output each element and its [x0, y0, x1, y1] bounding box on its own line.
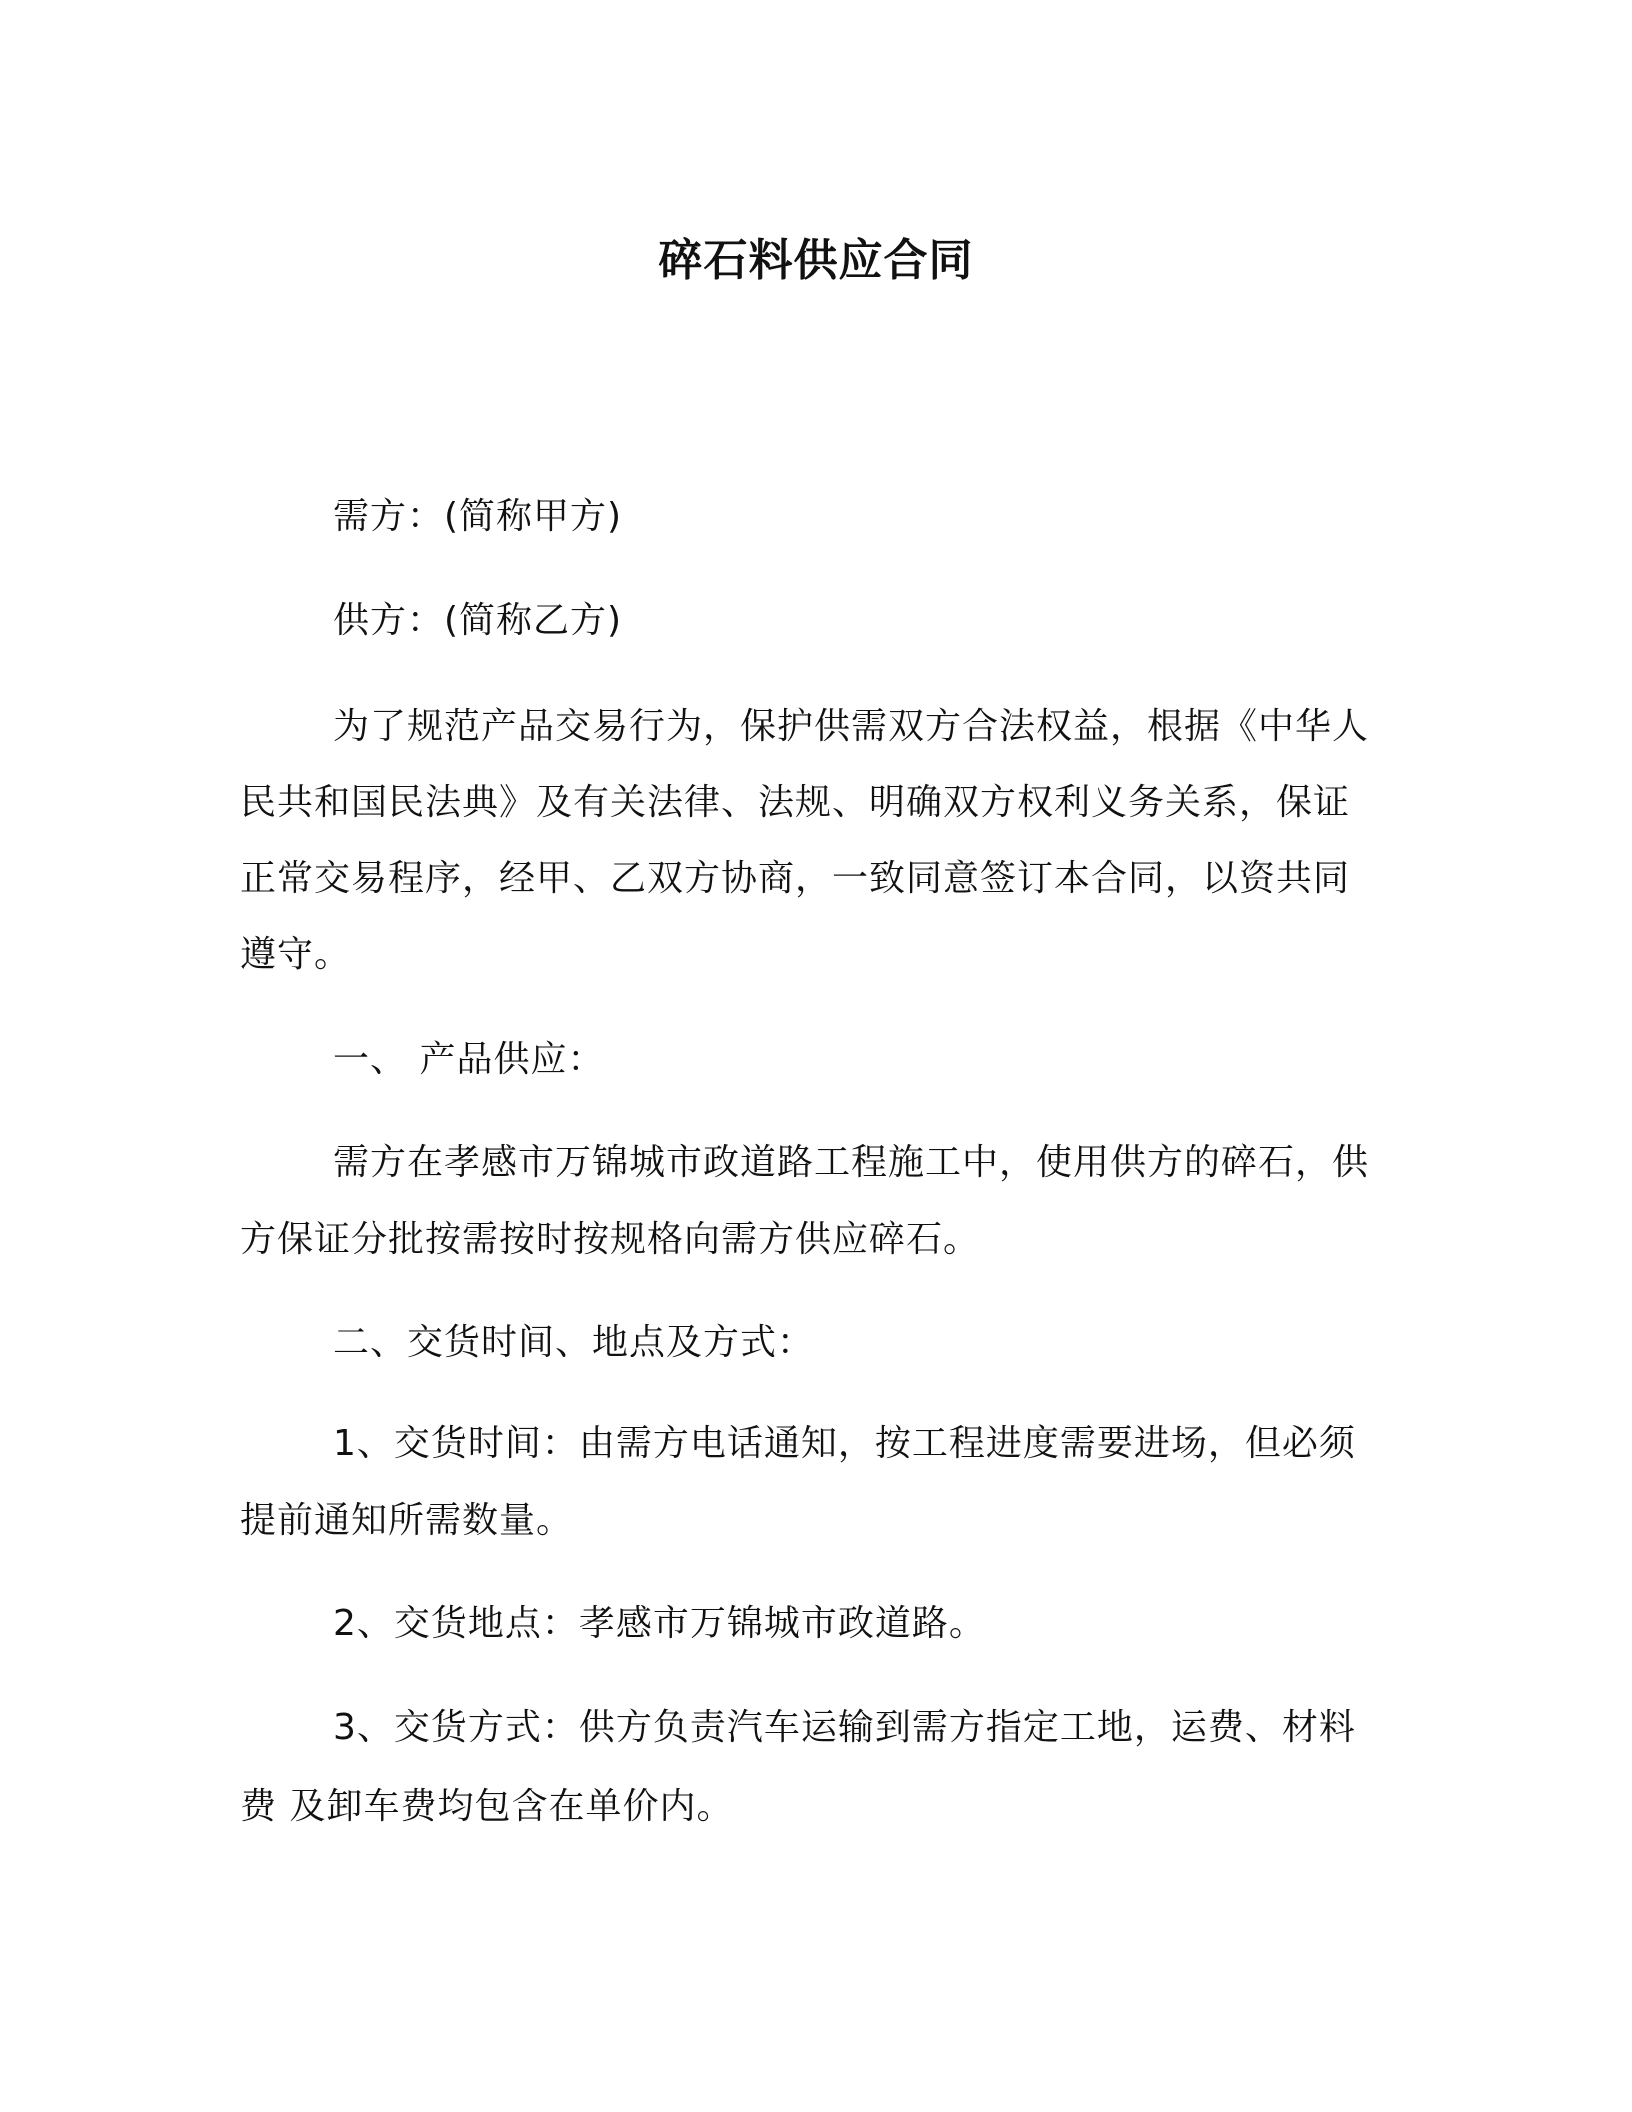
document-title: 碎石料供应合同: [658, 235, 974, 286]
section2-heading: 二、交货时间、地点及方式：: [333, 1322, 815, 1363]
delivery-time-line: 提前通知所需数量。: [240, 1500, 574, 1541]
section1-body-line: 需方在孝感市万锦城市政道路工程施工中，使用供方的碎石，供: [333, 1142, 1370, 1183]
section1-body-line: 方保证分批按需按时按规格向需方供应碎石。: [240, 1219, 981, 1260]
preamble-line: 为了规范产品交易行为，保护供需双方合法权益，根据《中华人: [333, 706, 1370, 747]
preamble-line: 遵守。: [240, 934, 352, 975]
delivery-method-line: 3、交货方式：供方负责汽车运输到需方指定工地，运费、材料: [333, 1707, 1356, 1748]
party-b-line: 供方：(简称乙方): [333, 600, 623, 641]
delivery-method-line: 费 及卸车费均包含在单价内。: [240, 1786, 734, 1827]
delivery-time-line: 1、交货时间：由需方电话通知，按工程进度需要进场，但必须: [333, 1423, 1356, 1464]
party-a-line: 需方：(简称甲方): [333, 496, 623, 537]
preamble-line: 民共和国民法典》及有关法律、法规、明确双方权利义务关系，保证: [240, 782, 1351, 823]
delivery-place-line: 2、交货地点：孝感市万锦城市政道路。: [333, 1603, 986, 1644]
section1-heading: 一、 产品供应：: [333, 1039, 605, 1080]
preamble-line: 正常交易程序，经甲、乙双方协商，一致同意签订本合同，以资共同: [240, 858, 1351, 899]
